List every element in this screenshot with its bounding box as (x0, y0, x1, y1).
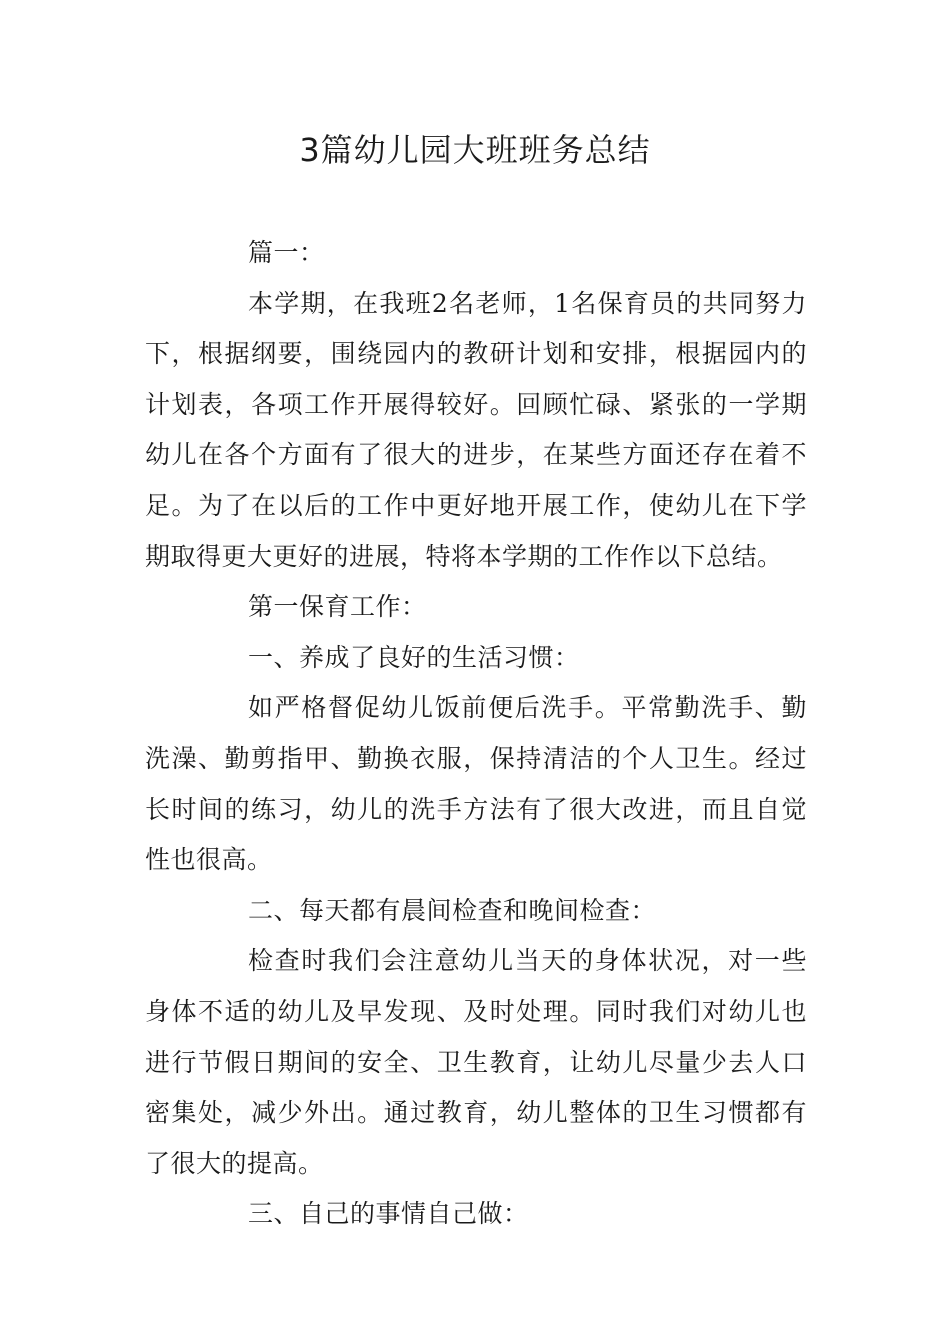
intro-paragraph: 本学期，在我班2名老师，1名保育员的共同努力下，根据纲要，围绕园内的教研计划和安排，根据园内的计划表，各项工作开展得较好。回顾忙碌、紧张的一学期幼儿在各个方面有了很大的进步，在某些方面还存在着不足。为了在以后的工作中更好地开展工作，使幼儿在下学期取得更大更好的进展，特将本学期的工作作以下总结。 (145, 288, 807, 571)
paragraph-health-checks: 检查时我们会注意幼儿当天的身体状况，对一些身体不适的幼儿及早发现、及时处理。同时我们对幼儿也进行节假日期间的安全、卫生教育，让幼儿尽量少去人口密集处，减少外出。通过教育，幼儿整体的卫生习惯都有了很大的提高。 (145, 946, 807, 1178)
subheading-living-habits: 一、养成了良好的生活习惯： (248, 642, 580, 672)
document-body (145, 228, 807, 1240)
document-title: 3篇幼儿园大班班务总结 (299, 131, 651, 169)
subheading-daily-checks: 二、每天都有晨间检查和晚间检查： (248, 895, 657, 925)
section-heading-part-one: 篇一： (248, 238, 325, 267)
section-heading-childcare: 第一保育工作： (248, 592, 427, 622)
paragraph-hand-washing: 如严格督促幼儿饭前便后洗手。平常勤洗手、勤洗澡、勤剪指甲、勤换衣服，保持清洁的个人卫生。经过长时间的练习，幼儿的洗手方法有了很大改进，而且自觉性也很高。 (145, 693, 807, 875)
subheading-self-reliance: 三、自己的事情自己做： (248, 1199, 529, 1229)
